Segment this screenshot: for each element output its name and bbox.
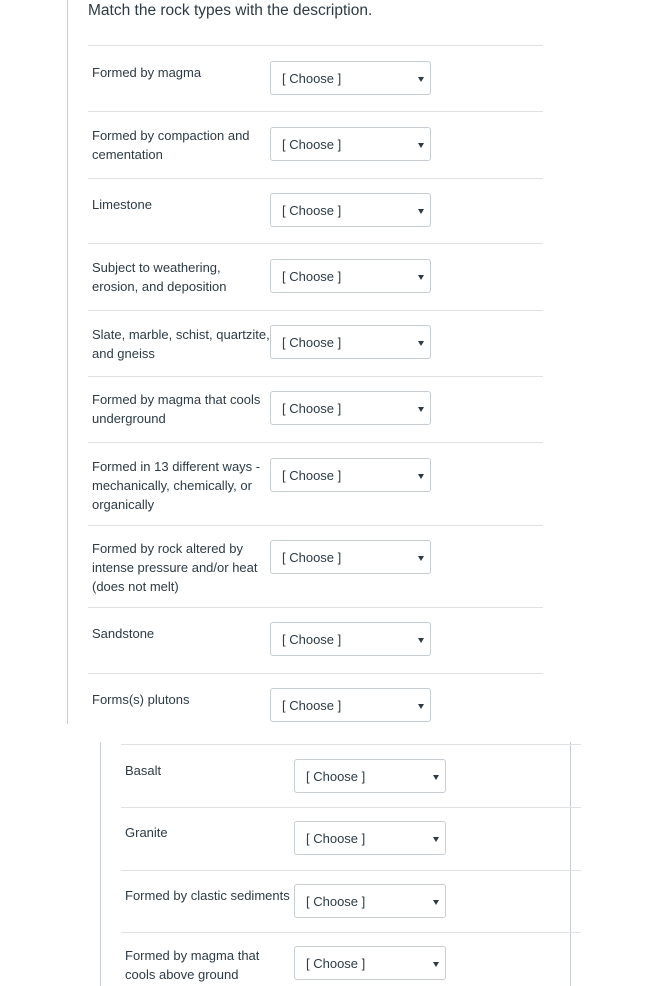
select-value: [ Choose ] [306,894,366,909]
row-label: Slate, marble, schist, quartzite, and gneiss [92,327,270,361]
divider [88,442,543,443]
caret-down-icon [418,407,424,412]
answer-select[interactable] [270,325,431,359]
row-label: Subject to weathering, erosion, and deposition [92,260,227,294]
row-label: Formed in 13 different ways - mechanically, chemically, or organically [92,459,261,512]
answer-select[interactable] [270,622,431,656]
answer-select[interactable] [270,540,431,574]
answer-select[interactable] [270,259,431,293]
caret-down-icon [433,775,439,780]
caret-down-icon [418,638,424,643]
divider [121,807,581,808]
left-border-line [67,0,68,724]
row-label: Formed by rock altered by intense pressure and/or heat (does not melt) [92,541,258,594]
select-value: [ Choose ] [306,769,366,784]
answer-select[interactable] [270,391,431,425]
answer-select[interactable] [294,821,446,855]
caret-down-icon [418,556,424,561]
question-prompt: Match the rock types with the description. [88,2,373,19]
select-value: [ Choose ] [282,698,342,713]
select-value: [ Choose ] [282,71,342,86]
caret-down-icon [418,704,424,709]
divider [88,310,543,311]
select-value: [ Choose ] [282,550,342,565]
select-value: [ Choose ] [282,269,342,284]
row-label: Basalt [125,763,162,778]
row-label: Sandstone [92,626,155,641]
row-label: Granite [125,825,168,840]
divider [88,111,543,112]
select-value: [ Choose ] [306,956,366,971]
divider [88,178,543,179]
answer-select[interactable] [270,127,431,161]
row-label: Formed by clastic sediments [125,888,290,903]
row-label: Formed by magma that cools above ground [125,948,260,982]
second-panel-right-border [570,742,571,986]
answer-select[interactable] [294,884,446,918]
answer-select[interactable] [294,759,446,793]
row-label: Formed by magma that cools underground [92,392,261,426]
caret-down-icon [418,341,424,346]
select-value: [ Choose ] [282,401,342,416]
caret-down-icon [418,77,424,82]
caret-down-icon [418,275,424,280]
row-label: Limestone [92,197,152,212]
caret-down-icon [433,837,439,842]
divider [121,870,581,871]
row-label: Formed by magma [92,65,202,80]
divider [88,525,543,526]
caret-down-icon [433,962,439,967]
answer-select[interactable] [294,946,446,980]
answer-select[interactable] [270,458,431,492]
row-label: Forms(s) plutons [92,692,190,707]
select-value: [ Choose ] [306,831,366,846]
divider [88,607,543,608]
answer-select[interactable] [270,193,431,227]
select-value: [ Choose ] [282,468,342,483]
select-value: [ Choose ] [282,203,342,218]
select-value: [ Choose ] [282,632,342,647]
caret-down-icon [418,209,424,214]
answer-select[interactable] [270,688,431,722]
divider [88,243,543,244]
divider [121,744,581,745]
second-panel-left-border [100,742,101,986]
caret-down-icon [418,474,424,479]
divider [88,45,543,46]
row-label: Formed by compaction and cementation [92,128,250,162]
divider [88,376,543,377]
caret-down-icon [418,143,424,148]
select-value: [ Choose ] [282,137,342,152]
answer-select[interactable] [270,61,431,95]
divider [88,673,543,674]
divider [121,932,581,933]
select-value: [ Choose ] [282,335,342,350]
caret-down-icon [433,900,439,905]
